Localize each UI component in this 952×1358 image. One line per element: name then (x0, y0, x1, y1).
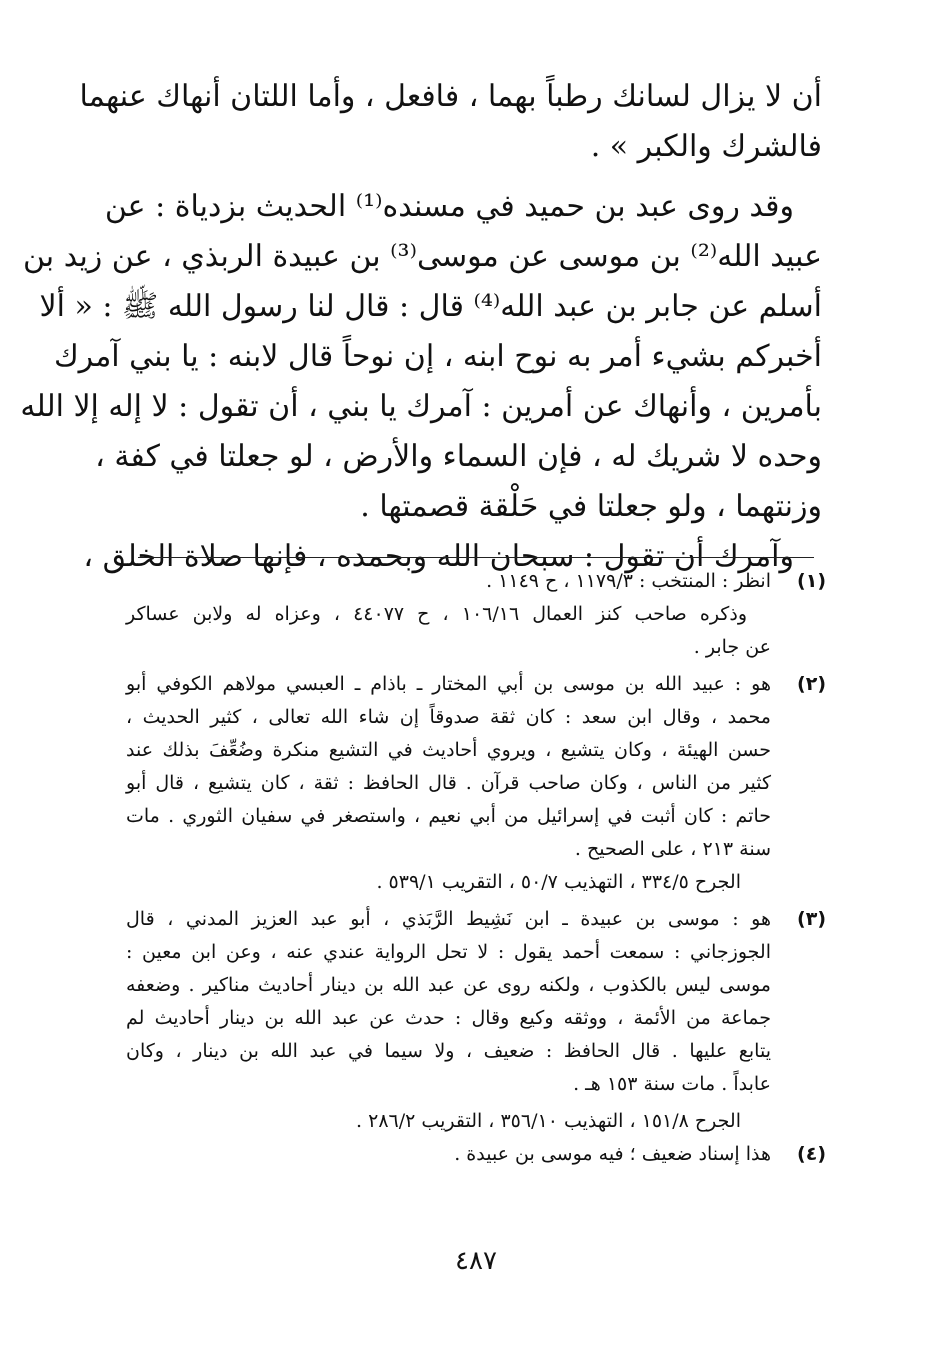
footnote-3 (126, 903, 826, 1138)
footnote-2 (126, 668, 826, 899)
footnote-number: (٢) (797, 673, 826, 695)
main-text-line: أن لا يزال لسانك رطباً بهما ، فافعل ، وأما اللتان أنهاك عنهما (79, 79, 822, 114)
main-text (20, 72, 822, 582)
main-text-line: أخبركم بشيء أمر به نوح ابنه ، إن نوحاً قال لابنه : يا بني آمرك (53, 339, 822, 374)
footnote-line: هو : موسى بن عبيدة ـ ابن نَشِيط الرَّبَذي ، أبو عبد العزيز المدني ، قال (126, 908, 771, 930)
footnote-number: (٤) (797, 1143, 826, 1165)
footnote-line: الجوزجاني : سمعت أحمد يقول : لا تحل الرواية عندي عنه ، وعن ابن معين : (126, 941, 771, 963)
main-text-line: عبيد الله⁽²⁾ بن موسى عن موسى⁽³⁾ بن عبيدة الربذي ، عن زيد بن (22, 239, 822, 274)
footnote-line: انظر : المنتخب : ١١٧٩/٣ ، ح ١١٤٩ . (486, 570, 771, 592)
footnote-line: سنة ٢١٣ ، على الصحيح . (574, 838, 771, 860)
footnote-line: عن جابر . (693, 636, 771, 658)
footnote-line: محمد ، وقال ابن سعد : كان ثقة صدوقاً إن شاء الله تعالى ، كثير الحديث ، (126, 706, 771, 728)
footnote-divider (138, 557, 814, 558)
paragraph-gap (132, 172, 822, 182)
main-text-line: فالشرك والكبر » . (590, 129, 822, 164)
footnotes (126, 565, 826, 1171)
footnote-line: حاتم : كان أثبت في إسرائيل من أبي نعيم ، واستصغر في سفيان الثوري . مات (126, 805, 771, 827)
footnote-line: جماعة من الأئمة ، ووثقه وكيع وقال : حدث عن عبد الله بن دينار أحاديث لم (126, 1007, 771, 1029)
footnote-line: كثير من الناس ، وكان صاحب قرآن . قال الحافظ : ثقة ، كان يتشيع ، قال أبو (126, 772, 771, 794)
footnote-number: (٣) (797, 908, 826, 930)
main-text-line: بأمرين ، وأنهاك عن أمرين : آمرك يا بني ، أن تقول : لا إله إلا الله (20, 389, 822, 424)
footnote-source-line: الجرح ١٥١/٨ ، التهذيب ٣٥٦/١٠ ، التقريب ٢٨٦/٢ . (356, 1110, 741, 1132)
footnote-line: يتابع عليها . قال الحافظ : ضعيف ، ولا سيما في عبد الله بن دينار ، وكان (126, 1040, 771, 1062)
main-text-line: وزنتهما ، ولو جعلتا في حَلْقة قصمتها . (360, 489, 822, 524)
footnote-source-line: الجرح ٣٣٤/٥ ، التهذيب ٥٠/٧ ، التقريب ٥٣٩/١ . (376, 871, 741, 893)
footnote-number: (١) (797, 570, 826, 592)
main-text-line: وآمرك أن تقول : سبحان الله وبحمده ، فإنها صلاة الخلق ، (83, 539, 794, 574)
footnote-1 (126, 565, 826, 664)
footnote-line: موسى ليس بالكذوب ، ولكنه روى عن عبد الله بن دينار أحاديث مناكير . وضعفه (126, 974, 771, 996)
main-text-line: وحده لا شريك له ، فإن السماء والأرض ، لو جعلتا في كفة ، (95, 439, 822, 474)
page-number: ٤٨٧ (455, 1246, 497, 1276)
main-text-line: أسلم عن جابر بن عبد الله⁽⁴⁾ قال : قال لنا رسول الله ﷺ : « ألا (39, 289, 822, 324)
footnote-line: هذا إسناد ضعيف ؛ فيه موسى بن عبيدة . (454, 1143, 771, 1165)
footnote-line: حسن الهيئة ، وكان يتشيع ، ويروي أحاديث في التشيع منكرة وضُعِّفَ بذلك عند (126, 739, 771, 761)
footnote-line: وذكره صاحب كنز العمال ١٠٦/١٦ ، ح ٤٤٠٧٧ ، وعزاه له ولابن عساكر (126, 603, 747, 625)
main-text-line: وقد روى عبد بن حميد في مسنده⁽¹⁾ الحديث بزدياة : عن (104, 189, 794, 224)
footnote-4 (126, 1138, 826, 1171)
footnote-line: عابداً . مات سنة ١٥٣ هـ . (573, 1073, 771, 1095)
footnote-line: هو : عبيد الله بن موسى بن أبي المختار ـ باذام ـ العبسي مولاهم الكوفي أبو (126, 673, 771, 695)
